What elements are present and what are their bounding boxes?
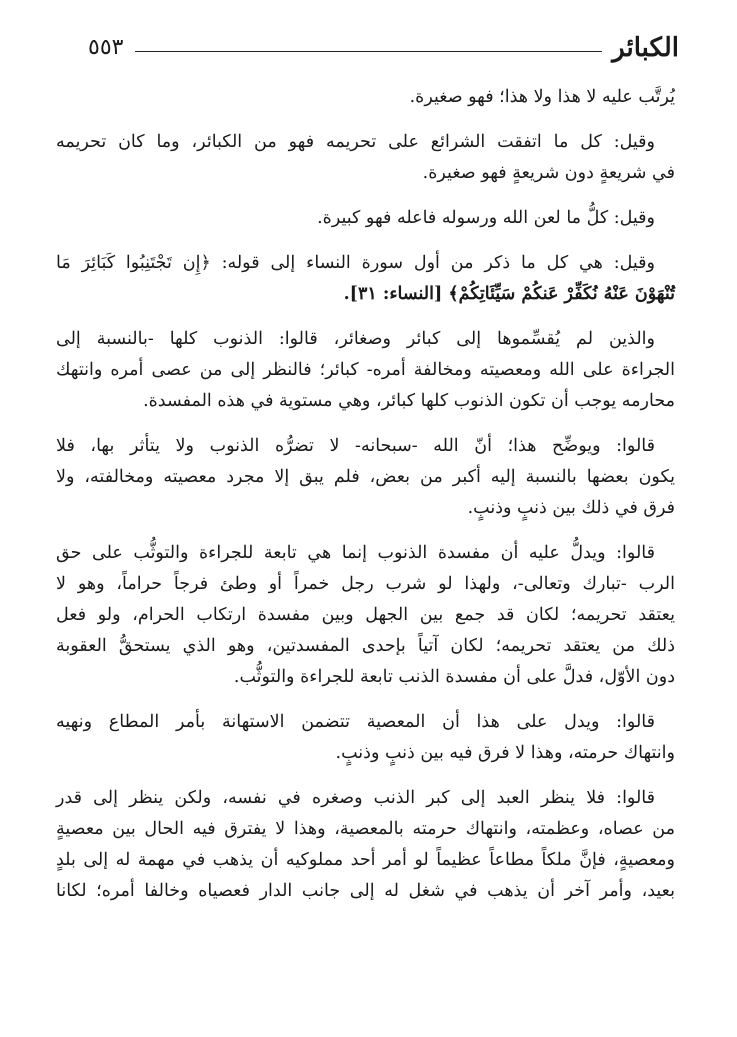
paragraph-line: وقيل: هي كل ما ذكر من أول سورة النساء إلى قوله: ﴿إِن تَجْتَنِبُوا كَبَائِرَ مَا (56, 253, 655, 273)
paragraph-9 (56, 783, 675, 907)
paragraph-line: الرب -تبارك وتعالى-، ولهذا لو شرب رجل خمراً أو وطئ فرجاً حراماً، وهو لا (56, 574, 675, 594)
paragraph-line: يكون بعضها بالنسبة إليه أكبر من بعض، فلم يبق إلا مجرد معصيته ومخالفته، ولا (56, 467, 675, 487)
paragraph-line: بعيد، وأمر آخر أن يذهب في شغل له إلى جانب الدار فعصياه وخالفا أمره؛ لكانا (56, 881, 675, 901)
paragraph-line: من عصاه، وعظمته، وانتهاك حرمته بالمعصية، وهذا لا يفترق فيه الحال بين معصيةٍ (56, 819, 675, 839)
paragraph-line: ومعصيةٍ، فإنَّ ملكاً مطاعاً عظيماً لو أمر أحد مملوكيه أن يذهب في مهمة له إلى بلدٍ (56, 850, 675, 870)
paragraph-line: في شريعةٍ دون شريعةٍ فهو صغيرة. (422, 163, 675, 183)
paragraph-line: وانتهاك حرمته، وهذا لا فرق فيه بين ذنبٍ وذنبٍ. (335, 743, 675, 763)
paragraph-line: دون الأوّل، فدلَّ على أن مفسدة الذنب تابعة للجراءة والتوثُّب. (233, 667, 675, 687)
paragraph-5 (56, 324, 675, 417)
paragraph-line: محارمه يوجب أن تكون الذنوب كلها كبائر، وهي مستوية في هذه المفسدة. (143, 391, 675, 411)
paragraph-3 (76, 203, 675, 234)
paragraph-line: قالوا: فلا ينظر العبد إلى كبر الذنب وصغره في نفسه، ولكن ينظر إلى قدر (56, 788, 655, 808)
paragraph-line: يعتقد تحريمه؛ لكان قد جمع بين الجهل وبين مفسدة ارتكاب الحرام، ولو فعل (56, 605, 675, 625)
paragraph-4 (56, 248, 675, 310)
paragraph-line: فرق في ذلك بين ذنبٍ وذنبٍ. (467, 498, 675, 518)
paragraph-line: وقيل: كل ما اتفقت الشرائع على تحريمه فهو من الكبائر، وما كان تحريمه (56, 132, 655, 152)
paragraph-line: والذين لم يُقسِّموها إلى كبائر وصغائر، قالوا: الذنوب كلها -بالنسبة إلى (56, 329, 655, 349)
paragraph-line: ذلك من يعتقد تحريمه؛ لكان آتياً بإحدى المفسدتين، وهو الذي يستحقُّ العقوبة (56, 636, 675, 656)
paragraph-2 (56, 127, 675, 189)
paragraph-line: يُرتَّب عليه لا هذا ولا هذا؛ فهو صغيرة. (409, 87, 675, 107)
paragraph-line: وقيل: كلُّ ما لعن الله ورسوله فاعله فهو كبيرة. (317, 208, 655, 228)
quran-verse-line: تُنْهَوْنَ عَنْهُ نُكَفِّرْ عَنكُمْ سَيِّئَاتِكُمْ﴾ [النساء: ٣١]. (343, 284, 675, 304)
paragraph-line: الجراءة على الله ومعصيته ومخالفة أمره- كبائر؛ فالنظر إلى من عصى أمره وانتهك (56, 360, 675, 380)
paragraph-6 (56, 431, 675, 524)
running-title: الكبائر (612, 33, 679, 63)
page-number: ٥٥٣ (88, 35, 124, 60)
paragraph-line: قالوا: ويدل على هذا أن المعصية تتضمن الاستهانة بأمر المطاع ونهيه (56, 712, 655, 732)
page-header (88, 28, 679, 68)
paragraph-1 (76, 82, 675, 113)
paragraph-line: قالوا: ويدلُّ عليه أن مفسدة الذنوب إنما هي تابعة للجراءة والتوثُّب على حق (56, 543, 655, 563)
paragraph-line: قالوا: ويوضِّح هذا؛ أنّ الله -سبحانه- لا تضرُّه الذنوب ولا يتأثر بها، فلا (56, 436, 655, 456)
page-body (56, 82, 675, 921)
paragraph-8 (56, 707, 675, 769)
header-rule (135, 51, 602, 52)
paragraph-7 (56, 538, 675, 693)
